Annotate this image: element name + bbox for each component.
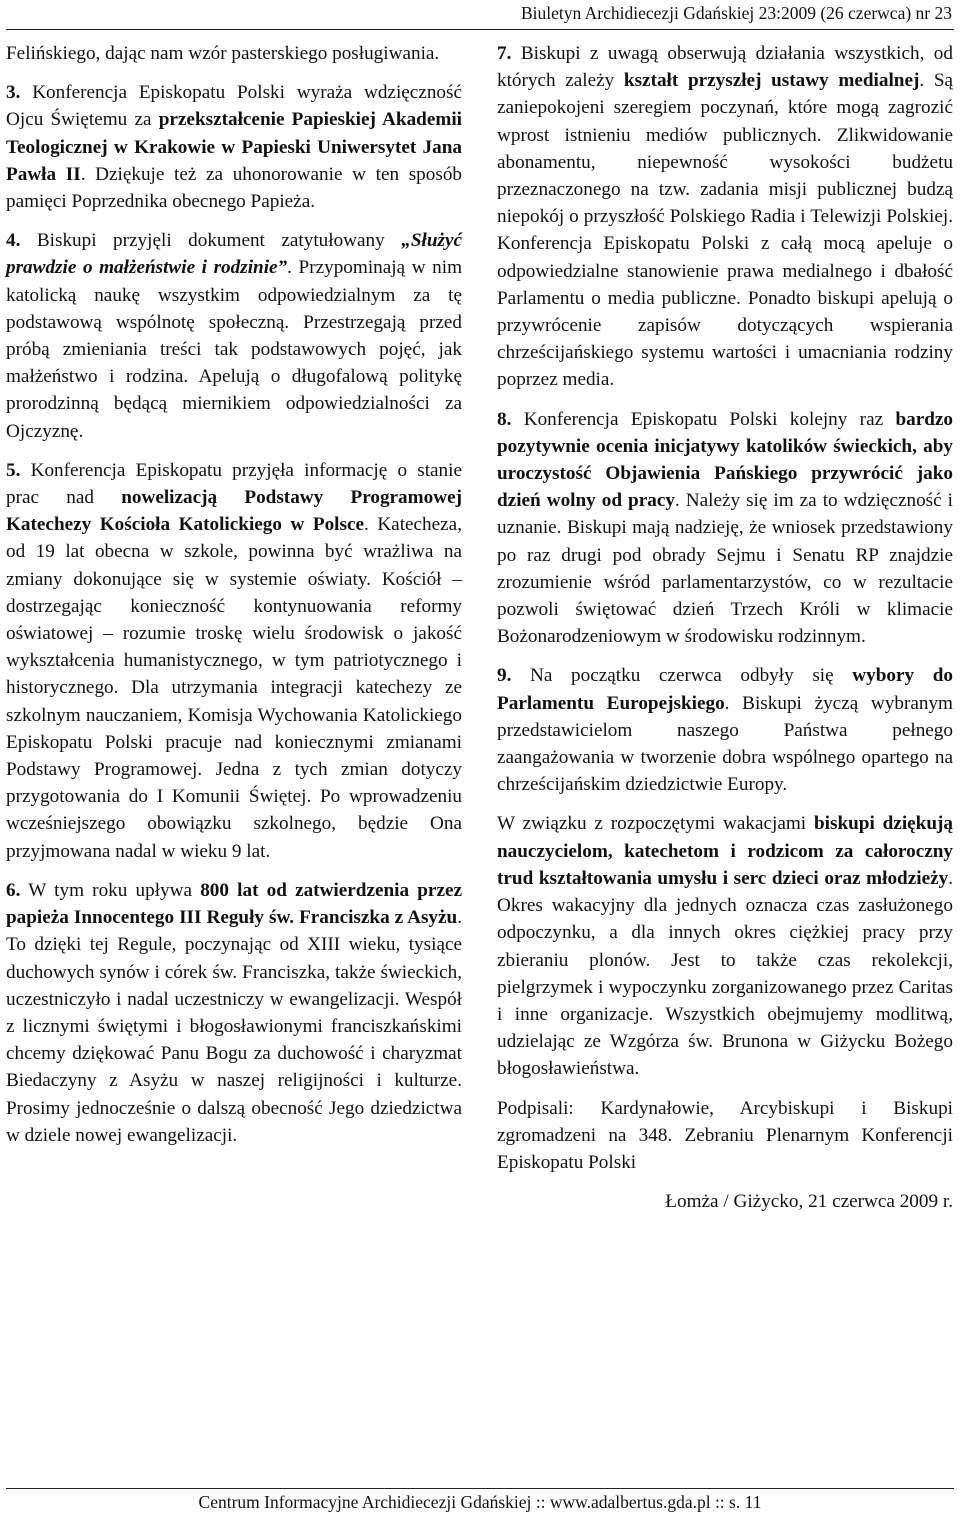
emphasis-text: nowelizacją Podstawy Programowej Katechezy Kościoła Katolickiego w Polsce (6, 487, 462, 536)
paragraph-text: . Biskupi życzą wybranym przedstawicielom naszego Państwa pełnego zaangażowania w tworzenie dobra wspólnego opartego na chrześcijańskim dziedzictwie Europy. (497, 692, 953, 796)
paragraph-9 (497, 662, 953, 798)
paragraph-text: Konferencja Episkopatu Polski wyraża wdzięczność Ojcu Świętemu za (6, 82, 462, 131)
emphasis-text: biskupi dziękują nauczycielom, katechetom i rodzicom za całoroczny trud kształtowania umysłu i serc dzieci oraz młodzieży (497, 813, 953, 889)
page-footer: Centrum Informacyjne Archidiecezji Gdańskiej :: www.adalbertus.gda.pl :: s. 11 (198, 1492, 762, 1512)
paragraph-text: W tym roku upływa (20, 879, 201, 901)
paragraph-7 (497, 40, 953, 394)
paragraph-3 (6, 79, 462, 215)
paragraph-text: . Dziękuje też za uhonorowanie w ten sposób pamięci Poprzednika obecnego Papieża. (6, 163, 463, 213)
document-title: „Służyć prawdzie o małżeństwie i rodzinie” (6, 230, 462, 279)
paragraph-text: . Są zaniepokojeni szeregiem poczynań, które mogą zagrozić wprost istnieniu mediów publicznych. Zlikwidowanie abonamentu, niepewność wysokości budżetu przeznaczonego na tzw. zadania misji publicznej budzą niepokój o przyszłość Polskiego Radia i Telewizji Polskiej. Konferencja Episkopatu Polski z całą mocą apeluje o odpowiedzialne stanowienie prawa medialnego i dbałość Parlamentu o media publiczne. Ponadto biskupi apelują o przywrócenie zapisów dotyczących wspierania chrześcijańskiego systemu wartości i umacniania rodziny poprzez media. (497, 70, 954, 391)
paragraph-number: 6. (6, 879, 21, 901)
paragraph-text: Felińskiego, dając nam wzór pasterskiego posługiwania. (6, 43, 440, 64)
signatories: Podpisali: Kardynałowie, Arcybiskupi i Biskupi zgromadzeni na 348. Zebraniu Plenarnym Konferencji Episkopatu Polski (497, 1097, 953, 1173)
paragraph-number: 8. (497, 408, 512, 430)
header-divider (6, 29, 954, 30)
paragraph-text: . To dzięki tej Regule, poczynając od XIII wieku, tysiące duchowych synów i córek św. Franciszka, także świeckich, uczestniczyło i nadal uczestniczy w ewangelizacji. Wespół z licznymi świętymi i błogosławionymi franciszkańskimi chcemy dziękować Panu Bogu za duchowość i charyzmat Biedaczyny z Asyżu w naszej religijności i kulturze. Prosimy jednocześnie o dalszą obecność Jego dziedzictwa w dziele nowej ewangelizacji. (6, 907, 462, 1146)
paragraph-text: . Przypominają w nim katolicką naukę wszystkim odpowiedzialnym za tę podstawową wspólnotę społeczną. Przestrzegają przed próbą zmieniania treści tak podstawowych pojęć, jak małżeństwo i rodzina. Apelują o długofalową politykę prorodzinną będącą miernikiem odpowiedzialności za Ojczyznę. (6, 257, 462, 442)
paragraph-text: Biskupi przyjęli dokument zatytułowany (20, 230, 402, 252)
paragraph-text: Konferencja Episkopatu Polski kolejny raz (511, 408, 896, 430)
paragraph-thanks (497, 810, 953, 1082)
paragraph-number: 9. (497, 665, 512, 687)
page-header: Biuletyn Archidiecezji Gdańskiej 23:2009 (26 czerwca) nr 23 (520, 3, 952, 23)
emphasis-text: 800 lat od zatwierdzenia przez papieża Innocentego III Reguły św. Franciszka z Asyżu (6, 879, 462, 929)
paragraph-text: W związku z rozpoczętymi wakacjami (497, 813, 814, 835)
paragraph-text: Konferencja Episkopatu przyjęła informację o stanie prac nad (6, 459, 462, 509)
paragraph-text: . Katecheza, od 19 lat obecna w szkole, powinna być wrażliwa na zmiany dokonujące się w systemie oświaty. Kościół – dostrzegając konieczność kontynuowania reformy oświatowej – rozumie troskę wielu środowisk o jakość wykształcenia humanistycznego, w tym patriotycznego i historycznego. Dla utrzymania integracji katechezy ze szkolnym nauczaniem, Komisja Wychowania Katolickiego Episkopatu Polski pracuje nad koniecznymi zmianami Podstawy Programowej. Jedna z tych zmian dotyczy przygotowania do I Komunii Świętej. Po wprowadzeniu wcześniejszego obowiązku szkolnego, będzie Ona przyjmowana nadal w wieku 9 lat. (6, 514, 462, 862)
emphasis-text: kształt przyszłej ustawy medialnej (623, 70, 920, 92)
paragraph-intro (6, 40, 462, 67)
paragraph-8 (497, 406, 953, 651)
emphasis-text: przekształcenie Papieskiej Akademii Teologicznej w Krakowie w Papieski Uniwersytet Jana Pawła II (6, 109, 462, 185)
emphasis-text: bardzo pozytywnie ocenia inicjatywy katolików świeckich, aby uroczystość Objawienia Pańskiego przywrócić jako dzień wolny od pracy (497, 408, 953, 512)
paragraph-text: . Należy się im za to wdzięczność i uznanie. Biskupi mają nadzieję, że wniosek przedstawiony po raz drugi pod obrady Sejmu i Senatu RP znajdzie zrozumienie wśród parlamentarzystów, co w rezultacie pozwoli świętować dzień Trzech Króli w klimacie Bożonarodzeniowym w środowisku rodzinnym. (497, 490, 953, 648)
paragraph-number: 3. (6, 82, 21, 104)
paragraph-text: Na początku czerwca odbyły się (511, 665, 853, 687)
paragraph-4 (6, 227, 462, 445)
paragraph-6 (6, 877, 462, 1149)
paragraph-text: Biskupi z uwagą obserwują działania wszystkich, od których zależy (497, 43, 953, 92)
place-and-date: Łomża / Giżycko, 21 czerwca 2009 r. (665, 1191, 953, 1213)
paragraph-number: 5. (6, 459, 21, 481)
paragraph-number: 7. (497, 43, 512, 64)
right-column (497, 40, 953, 1215)
left-column (6, 40, 462, 1161)
paragraph-5 (6, 457, 462, 865)
emphasis-text: wybory do Parlamentu Europejskiego (497, 665, 953, 714)
footer-divider (6, 1488, 954, 1489)
paragraph-text: . Okres wakacyjny dla jednych oznacza czas zasłużonego odpoczynku, a dla innych okres ciężkiej pracy przy zbieraniu plonów. Jest to także czas rekolekcji, pielgrzymek i wypoczynku zorganizowanego przez Caritas i inne organizacje. Wszystkich obejmujemy modlitwą, udzielając ze Wzgórza św. Brunona w Giżycku Bożego błogosławieństwa. (497, 867, 953, 1080)
paragraph-number: 4. (6, 230, 21, 252)
